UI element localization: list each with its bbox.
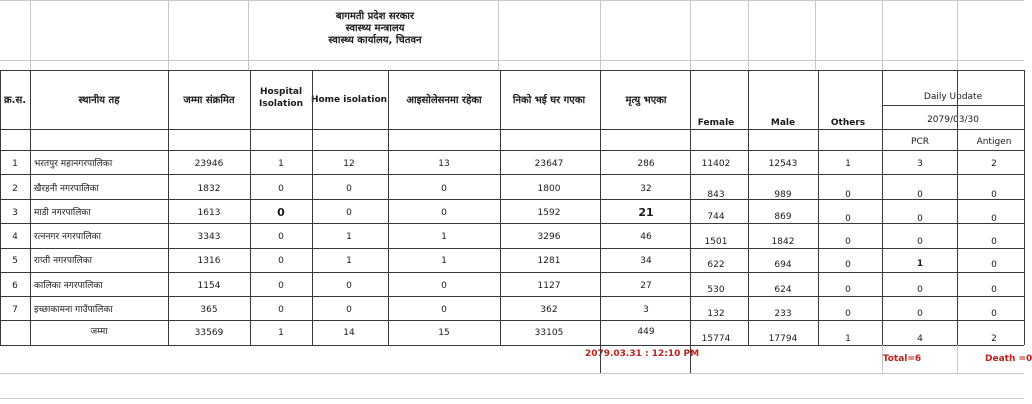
- death-note: Death =0: [985, 354, 1032, 364]
- header-female: Female: [697, 118, 735, 128]
- grid-line: [957, 0, 958, 70]
- cell-others: 0: [845, 214, 851, 224]
- grid-line: [0, 272, 1024, 273]
- cell-pcr: 0: [917, 237, 923, 247]
- header-date: 2079/03/30: [927, 115, 979, 125]
- cell-sn: 4: [12, 232, 18, 242]
- grid-line: [0, 320, 1024, 321]
- header-hospital-isolation-2: Isolation: [258, 99, 304, 109]
- grid-line: [818, 70, 819, 345]
- totals-isolation: 15: [438, 328, 450, 338]
- cell-hospital: 0: [277, 206, 285, 219]
- cell-others: 0: [845, 309, 851, 319]
- grid-line: [1024, 70, 1025, 345]
- header-home-isolation: Home isolation: [310, 95, 388, 105]
- cell-deaths: 46: [640, 232, 652, 242]
- title-line-3: स्वास्थ्य कार्यालय, चितवन: [328, 35, 422, 46]
- cell-pcr: 3: [917, 159, 923, 169]
- cell-antigen: 0: [991, 309, 997, 319]
- cell-name: माडी नगरपालिका: [34, 208, 91, 218]
- cell-pcr: 1: [916, 259, 924, 269]
- cell-pcr: 0: [917, 190, 923, 200]
- cell-hospital: 0: [278, 305, 284, 315]
- header-hospital-isolation-1: Hospital: [259, 87, 303, 97]
- cell-name: कालिका नगरपालिका: [34, 281, 103, 291]
- cell-sn: 3: [12, 208, 18, 218]
- grid-line: [690, 345, 691, 373]
- grid-line: [882, 129, 1024, 130]
- cell-deaths: 286: [637, 159, 655, 169]
- cell-home: 0: [346, 305, 352, 315]
- cell-pcr: 0: [917, 309, 923, 319]
- cell-home: 1: [346, 256, 352, 266]
- header-sn: क्र.स.: [3, 95, 27, 106]
- grid-line: [600, 345, 601, 373]
- cell-antigen: 2: [991, 159, 997, 169]
- cell-sn: 2: [12, 184, 18, 194]
- cell-antigen: 0: [991, 285, 997, 295]
- grid-line: [248, 0, 249, 70]
- total-note: Total=6: [882, 354, 922, 364]
- cell-home: 1: [346, 232, 352, 242]
- cell-home: 0: [346, 184, 352, 194]
- cell-female: 843: [707, 190, 725, 200]
- grid-line: [0, 174, 1024, 175]
- cell-home: 0: [346, 281, 352, 291]
- cell-name: राप्ती नगरपालिका: [34, 256, 92, 266]
- cell-deaths: 21: [638, 206, 654, 219]
- grid-line: [0, 373, 1024, 374]
- grid-line: [250, 70, 251, 345]
- grid-line: [882, 345, 883, 373]
- cell-isolation: 0: [441, 184, 447, 194]
- grid-line: [690, 0, 691, 70]
- cell-hospital: 0: [278, 184, 284, 194]
- grid-line: [0, 150, 1024, 151]
- grid-line: [498, 0, 499, 70]
- cell-total: 23946: [194, 159, 224, 169]
- cell-pcr: 0: [917, 285, 923, 295]
- grid-line: [882, 105, 1024, 106]
- grid-line: [0, 0, 1024, 1]
- cell-hospital: 0: [278, 281, 284, 291]
- cell-female: 744: [707, 212, 725, 222]
- cell-isolation: 0: [441, 281, 447, 291]
- cell-isolation: 1: [441, 232, 447, 242]
- cell-total: 3343: [197, 232, 221, 242]
- grid-line: [0, 296, 1024, 297]
- title-line-2: स्वास्थ्य मन्त्रालय: [345, 23, 405, 34]
- cell-deaths: 3: [643, 305, 649, 315]
- grid-line: [815, 0, 816, 70]
- cell-antigen: 0: [991, 260, 997, 270]
- cell-recovered: 1592: [537, 208, 561, 218]
- cell-others: 0: [845, 260, 851, 270]
- header-male: Male: [770, 118, 796, 128]
- totals-female: 15774: [701, 334, 731, 344]
- cell-total: 1613: [197, 208, 221, 218]
- grid-line: [312, 70, 313, 345]
- cell-recovered: 23647: [534, 159, 564, 169]
- cell-male: 989: [774, 190, 792, 200]
- grid-line: [0, 70, 1024, 71]
- cell-total: 1154: [197, 281, 221, 291]
- cell-recovered: 1281: [537, 256, 561, 266]
- cell-sn: 5: [12, 256, 18, 266]
- cell-male: 1842: [771, 237, 795, 247]
- cell-isolation: 1: [441, 256, 447, 266]
- update-timestamp: 2079.03.31 : 12:10 PM: [584, 349, 700, 359]
- cell-recovered: 3296: [537, 232, 561, 242]
- grid-line: [882, 0, 883, 70]
- totals-male: 17794: [768, 334, 798, 344]
- cell-female: 622: [707, 260, 725, 270]
- grid-line: [748, 0, 749, 70]
- grid-line: [168, 0, 169, 70]
- grid-line: [0, 248, 1024, 249]
- grid-line: [0, 223, 1024, 224]
- cell-isolation: 0: [441, 208, 447, 218]
- cell-female: 132: [707, 309, 725, 319]
- header-local-level: स्थानीय तह: [78, 95, 120, 106]
- grid-line: [882, 70, 883, 345]
- grid-line: [500, 70, 501, 345]
- header-pcr: PCR: [911, 137, 929, 147]
- grid-line: [388, 70, 389, 345]
- totals-home: 14: [343, 328, 355, 338]
- cell-pcr: 0: [917, 214, 923, 224]
- totals-label: जम्मा: [90, 327, 108, 337]
- cell-recovered: 362: [540, 305, 558, 315]
- grid-line: [957, 70, 958, 345]
- cell-deaths: 32: [640, 184, 652, 194]
- grid-line: [0, 199, 1024, 200]
- totals-total: 33569: [194, 328, 224, 338]
- cell-total: 365: [200, 305, 218, 315]
- grid-line: [0, 398, 1024, 399]
- cell-sn: 6: [12, 281, 18, 291]
- header-isolation-center: आइसोलेसनमा रहेका: [406, 95, 482, 106]
- cell-others: 0: [845, 237, 851, 247]
- grid-line: [600, 70, 601, 345]
- grid-line: [600, 0, 601, 70]
- cell-male: 12543: [768, 159, 798, 169]
- header-daily-update: Daily Update: [923, 92, 983, 102]
- grid-line: [0, 60, 1024, 61]
- cell-isolation: 0: [441, 305, 447, 315]
- cell-female: 11402: [701, 159, 731, 169]
- cell-male: 233: [774, 309, 792, 319]
- totals-recovered: 33105: [534, 328, 564, 338]
- totals-pcr: 4: [917, 334, 923, 344]
- grid-line: [0, 70, 1, 345]
- totals-deaths: 449: [637, 327, 655, 337]
- totals-hospital: 1: [278, 328, 284, 338]
- grid-line: [957, 345, 958, 373]
- cell-name: रत्ननगर नगरपालिका: [34, 232, 101, 242]
- totals-others: 1: [845, 334, 851, 344]
- grid-line: [30, 70, 31, 345]
- cell-others: 1: [845, 159, 851, 169]
- cell-antigen: 0: [991, 190, 997, 200]
- grid-line: [30, 0, 31, 70]
- cell-others: 0: [845, 285, 851, 295]
- header-antigen: Antigen: [976, 137, 1012, 147]
- cell-name: भरतपुर महानगरपालिका: [34, 159, 113, 169]
- cell-total: 1832: [197, 184, 221, 194]
- cell-male: 694: [774, 260, 792, 270]
- cell-antigen: 0: [991, 237, 997, 247]
- cell-male: 624: [774, 285, 792, 295]
- header-deaths: मृत्यु भएका: [625, 95, 667, 106]
- cell-recovered: 1800: [537, 184, 561, 194]
- grid-line: [0, 129, 1024, 130]
- grid-line: [0, 345, 1024, 346]
- cell-name: इच्छाकामना गाउँपालिका: [34, 305, 113, 315]
- cell-others: 0: [845, 190, 851, 200]
- cell-sn: 1: [12, 159, 18, 169]
- cell-total: 1316: [197, 256, 221, 266]
- header-recovered: निको भई घर गएका: [512, 95, 586, 106]
- cell-antigen: 0: [991, 214, 997, 224]
- cell-female: 530: [707, 285, 725, 295]
- cell-hospital: 1: [278, 159, 284, 169]
- cell-hospital: 0: [278, 256, 284, 266]
- cell-home: 12: [343, 159, 355, 169]
- cell-recovered: 1127: [537, 281, 561, 291]
- header-total-infected: जम्मा संक्रमित: [183, 95, 235, 106]
- cell-isolation: 13: [438, 159, 450, 169]
- totals-antigen: 2: [991, 334, 997, 344]
- cell-female: 1501: [704, 237, 728, 247]
- grid-line: [690, 70, 691, 345]
- cell-home: 0: [346, 208, 352, 218]
- cell-male: 869: [774, 212, 792, 222]
- cell-deaths: 34: [640, 256, 652, 266]
- title-line-1: बागमती प्रदेश सरकार: [335, 11, 415, 22]
- header-others: Others: [830, 118, 866, 128]
- grid-line: [168, 70, 169, 345]
- cell-hospital: 0: [278, 232, 284, 242]
- cell-sn: 7: [12, 305, 18, 315]
- cell-name: खैरहनी नगरपालिका: [34, 184, 99, 194]
- cell-deaths: 27: [640, 281, 652, 291]
- grid-line: [748, 70, 749, 345]
